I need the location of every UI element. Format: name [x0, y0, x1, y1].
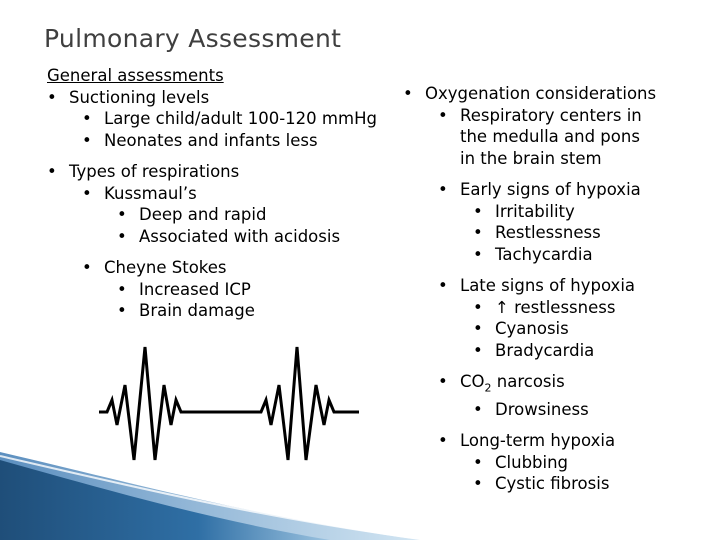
co2-subscript: 2 [484, 381, 492, 395]
bullet-dot: • [438, 276, 448, 295]
bullet-dot: • [473, 452, 483, 472]
bullet-dot: • [82, 109, 92, 128]
bullet-cyanosis: • Cyanosis [473, 319, 569, 338]
bullet-dot: • [47, 87, 57, 107]
bullet-dot: • [473, 319, 483, 338]
bullet-dot: • [47, 162, 57, 181]
bullet-tachycardia: • Tachycardia [473, 244, 593, 264]
bullet-increased-icp: • Increased ICP [117, 279, 251, 299]
bullet-dot: • [403, 84, 413, 103]
bullet-dot: • [473, 244, 483, 264]
bullet-dot: • [473, 297, 483, 317]
co2-suffix: narcosis [491, 372, 565, 391]
bullet-large-child-adult: • Large child/adult 100-120 mmHg [82, 109, 377, 128]
bullet-dot: • [117, 226, 127, 246]
bullet-dot: • [473, 201, 483, 221]
bullet-respiratory-centers: • Respiratory centers in the medulla and pons in the brain stem [438, 105, 642, 168]
bullet-increased-restlessness: • ↑ restlessness [473, 297, 616, 317]
bullet-oxygenation-considerations: • Oxygenation considerations [403, 84, 657, 103]
bullet-dot: • [438, 105, 448, 125]
bullet-dot: • [473, 340, 483, 360]
bullet-drowsiness: • Drowsiness [473, 399, 589, 419]
bullet-cystic-fibrosis: • Cystic fibrosis [473, 474, 610, 494]
left-column [47, 65, 407, 322]
bullet-dot: • [438, 431, 448, 451]
bullet-dot: • [473, 399, 483, 419]
co2-prefix: CO [460, 372, 485, 391]
bullet-irritability: • Irritability [473, 201, 575, 221]
bullet-dot: • [473, 474, 483, 494]
bullet-kussmaul: • Kussmaul’s [82, 183, 197, 203]
right-column [403, 83, 713, 495]
bullet-long-term-hypoxia: • Long-term hypoxia [438, 431, 616, 451]
bullet-dot: • [82, 130, 92, 150]
bullet-deep-and-rapid: • Deep and rapid [117, 205, 267, 224]
bullet-cheyne-stokes: • Cheyne Stokes [82, 258, 227, 277]
bullet-dot: • [117, 205, 127, 224]
bullet-suctioning-levels: • Suctioning levels [47, 87, 210, 107]
bullet-restlessness: • Restlessness [473, 223, 601, 242]
bullet-brain-damage: • Brain damage [117, 301, 255, 320]
bullet-late-signs-hypoxia: • Late signs of hypoxia [438, 276, 636, 295]
bullet-dot: • [438, 372, 448, 391]
bullet-types-of-respirations: • Types of respirations [47, 162, 240, 181]
bullet-co2-narcosis [403, 371, 713, 399]
bullet-dot: • [117, 301, 127, 320]
bullet-dot: • [438, 180, 448, 199]
general-assessments-heading: General assessments [47, 66, 224, 85]
bullet-dot: • [473, 223, 483, 242]
bullet-dot: • [117, 279, 127, 299]
slide-title: Pulmonary Assessment [44, 24, 342, 53]
bullet-dot: • [82, 183, 92, 203]
bullet-clubbing: • Clubbing [473, 452, 569, 472]
bullet-bradycardia: • Bradycardia [473, 340, 595, 360]
decorative-corner-swoosh [0, 440, 720, 540]
bullet-early-signs-hypoxia: • Early signs of hypoxia [438, 180, 641, 199]
bullet-associated-acidosis: • Associated with acidosis [117, 226, 341, 246]
bullet-dot: • [82, 258, 92, 277]
bullet-neonates-infants: • Neonates and infants less [82, 130, 318, 150]
